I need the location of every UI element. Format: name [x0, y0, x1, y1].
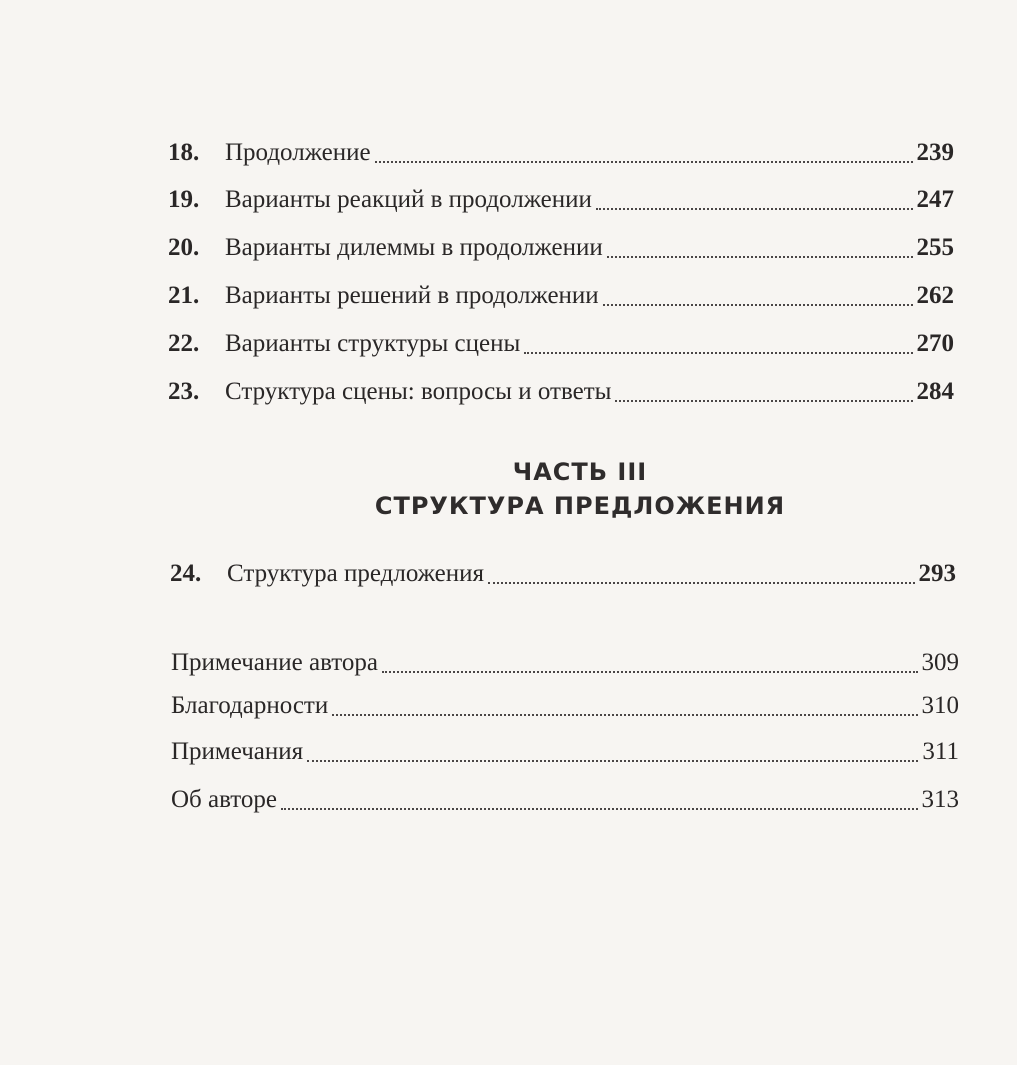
toc-entry-24[interactable]	[170, 558, 956, 590]
toc-entry-18[interactable]	[168, 137, 954, 169]
entry-title: Об авторе	[171, 786, 277, 813]
chapter-number: 22.	[168, 330, 200, 357]
chapter-title: Варианты дилеммы в продолжении	[225, 234, 603, 261]
dot-leader	[607, 256, 913, 258]
part-label: ЧАСТЬ III	[512, 458, 648, 486]
toc-entry-author-note[interactable]	[171, 647, 959, 679]
chapter-title: Варианты структуры сцены	[225, 330, 521, 357]
page-number: 284	[916, 378, 954, 405]
toc-entry-22[interactable]	[168, 328, 954, 360]
chapter-number: 21.	[168, 282, 200, 309]
toc-entry-acknowledgements[interactable]	[171, 690, 959, 722]
dot-leader	[307, 760, 918, 762]
page-number: 310	[921, 692, 959, 719]
chapter-title: Структура предложения	[227, 560, 485, 587]
dot-leader	[488, 582, 914, 584]
part-title: СТРУКТУРА ПРЕДЛОЖЕНИЯ	[374, 492, 786, 520]
entry-title: Примечание автора	[171, 649, 378, 676]
chapter-number: 20.	[168, 234, 200, 261]
chapter-number: 19.	[168, 186, 200, 213]
toc-entry-about-author[interactable]	[171, 784, 959, 816]
page-number: 247	[916, 186, 954, 213]
chapter-number: 24.	[170, 560, 202, 587]
page-number: 270	[916, 330, 954, 357]
chapter-title: Варианты решений в продолжении	[225, 282, 599, 309]
page-number: 309	[921, 649, 959, 676]
page-number: 255	[916, 234, 954, 261]
dot-leader	[603, 304, 913, 306]
page-number: 262	[916, 282, 954, 309]
dot-leader	[524, 352, 912, 354]
page-number: 311	[922, 738, 959, 765]
toc-entry-21[interactable]	[168, 280, 954, 312]
toc-entry-19[interactable]	[168, 184, 954, 216]
dot-leader	[375, 161, 913, 163]
page-number: 293	[918, 560, 956, 587]
toc-entry-notes[interactable]	[171, 736, 959, 768]
chapter-title: Структура сцены: вопросы и ответы	[225, 378, 612, 405]
chapter-title: Продолжение	[225, 139, 371, 166]
chapter-number: 18.	[168, 139, 200, 166]
entry-title: Примечания	[171, 738, 304, 765]
entry-title: Благодарности	[171, 692, 329, 719]
dot-leader	[281, 808, 918, 810]
dot-leader	[615, 400, 912, 402]
dot-leader	[382, 671, 918, 673]
chapter-title: Варианты реакций в продолжении	[225, 186, 592, 213]
page-number: 313	[921, 786, 959, 813]
toc-entry-23[interactable]	[168, 376, 954, 408]
dot-leader	[332, 714, 917, 716]
chapter-number: 23.	[168, 378, 200, 405]
toc-entry-20[interactable]	[168, 232, 954, 264]
page-number: 239	[916, 139, 954, 166]
dot-leader	[596, 208, 913, 210]
